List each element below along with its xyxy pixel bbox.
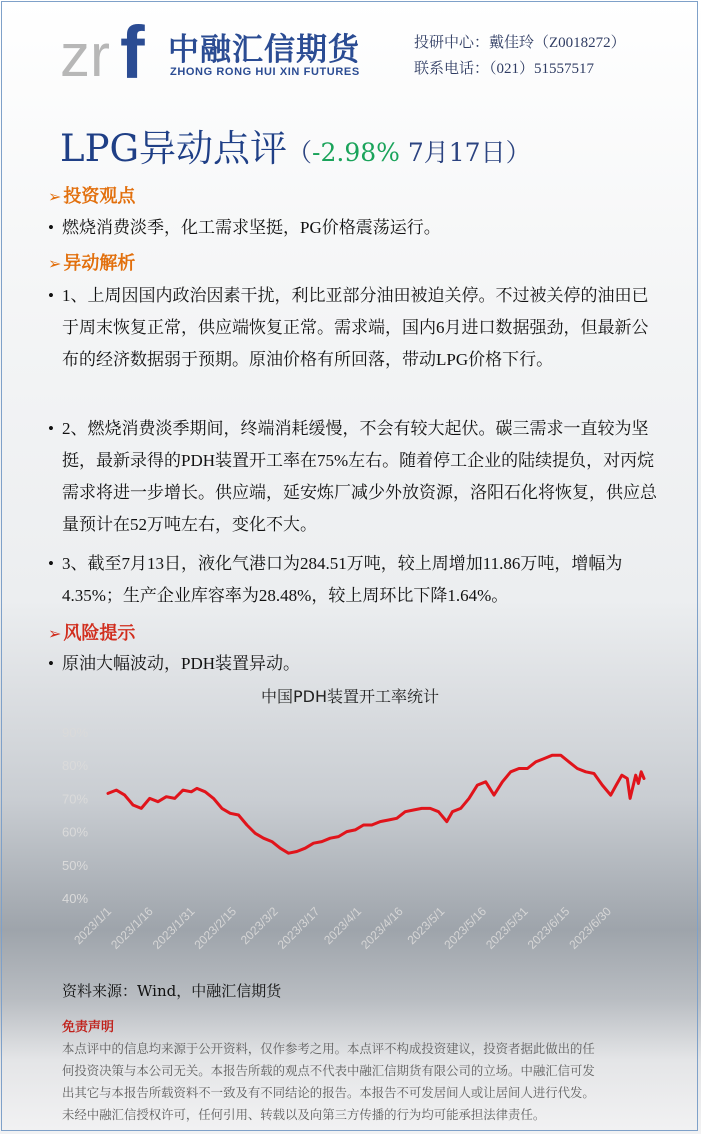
disclaimer-title: 免责声明 — [62, 1020, 115, 1035]
analysis-item-3-text: 3、截至7月13日，液化气港口为284.51万吨，较上周增加11.86万吨，增幅为4.35%；生产企业库容率为28.48%，较上周环比下降1.64%。 — [62, 554, 623, 605]
company-name-en: ZHONG RONG HUI XIN FUTURES — [170, 66, 360, 78]
contact-phone: 联系电话：（021）51557517 — [414, 61, 595, 77]
title-paren-open: （ — [287, 138, 313, 167]
arrow-icon: ➢ — [48, 254, 62, 273]
series-line — [108, 755, 644, 853]
x-tick-label: 2023/3/17 — [274, 904, 323, 952]
title-main: LPG异动点评 — [60, 127, 288, 170]
y-tick-label: 60% — [62, 824, 89, 840]
bullet-icon: • — [48, 554, 54, 573]
x-tick-label: 2023/6/30 — [566, 904, 615, 952]
analysis-item-1 — [48, 280, 658, 376]
title-change-pct: -2.98% — [312, 138, 400, 167]
title-date: 7月17日） — [399, 138, 531, 167]
y-tick-label: 50% — [62, 857, 89, 873]
svg-text:zr: zr — [60, 22, 110, 84]
disclaimer-text — [62, 1038, 647, 1126]
view-item-text: 燃烧消费淡季，化工需求坚挺，PG价格震荡运行。 — [62, 218, 441, 237]
disclaimer-line: 出其它与本报告所载资料不一致及有不同结论的报告。本报告不可发居间人或让居间人进行代发。 — [62, 1085, 595, 1100]
company-logo — [60, 10, 380, 84]
risk-item — [48, 648, 658, 680]
x-tick-label: 2023/3/2 — [237, 904, 281, 948]
section-view-label: 投资观点 — [63, 186, 136, 207]
y-tick-label: 40% — [62, 891, 89, 906]
pdh-rate-chart — [50, 680, 650, 970]
disclaimer-line: 何投资决策与本公司无关。本报告所载的观点不代表中融汇信期货有限公司的立场。中融汇信可发 — [62, 1063, 595, 1078]
section-risk-heading — [48, 619, 135, 645]
company-name-cn: 中融汇信期货 — [168, 32, 360, 68]
contact-analyst: 投研中心：戴佳玲（Z0018272） — [414, 35, 626, 51]
section-risk-label: 风险提示 — [63, 623, 136, 644]
analysis-item-1-text: 1、上周因国内政治因素干扰，利比亚部分油田被迫关停。不过被关停的油田已于周末恢复正常，供应端恢复正常。需求端，国内6月进口数据强劲，但最新公布的经济数据弱于预期。原油价格有所回落，带动LPG价格下行。 — [62, 286, 649, 369]
x-tick-label: 2023/6/15 — [524, 904, 573, 952]
chart-title: 中国PDH装置开工率统计 — [260, 687, 440, 706]
arrow-icon: ➢ — [48, 187, 62, 206]
page-title — [60, 118, 531, 172]
section-analysis-heading — [48, 249, 135, 275]
x-tick-label: 2023/5/16 — [441, 904, 490, 952]
risk-item-text: 原油大幅波动，PDH装置异动。 — [62, 654, 301, 673]
x-tick-label: 2023/1/16 — [108, 904, 156, 952]
x-tick-label: 2023/1/1 — [71, 904, 115, 948]
view-item — [48, 212, 658, 244]
y-tick-label: 70% — [62, 791, 89, 807]
x-tick-label: 2023/4/16 — [358, 904, 406, 952]
section-view-heading — [48, 182, 135, 208]
bullet-icon: • — [48, 654, 54, 673]
svg-text:f: f — [120, 14, 145, 84]
zrf-logo-mark — [60, 14, 160, 84]
data-source: 资料来源：Wind，中融汇信期货 — [62, 982, 282, 1000]
contact-info — [414, 30, 626, 82]
analysis-item-2-text: 2、燃烧消费淡季期间，终端消耗缓慢，不会有较大起伏。碳三需求一直较为坚挺，最新录得的PDH装置开工率在75%左右。随着停工企业的陆续提负，对丙烷需求将进一步增长。供应端，延安炼厂减少外放资源，洛阳石化将恢复，供应总量预计在52万吨左右，变化不大。 — [62, 419, 657, 534]
x-tick-label: 2023/4/1 — [321, 904, 365, 948]
bullet-icon: • — [48, 286, 54, 305]
analysis-item-2 — [48, 413, 658, 541]
arrow-icon: ➢ — [48, 624, 62, 643]
y-tick-label: 80% — [62, 758, 89, 774]
y-tick-label: 90% — [62, 725, 89, 740]
x-tick-label: 2023/5/31 — [483, 904, 531, 952]
bullet-icon: • — [48, 218, 54, 237]
x-tick-label: 2023/2/15 — [191, 904, 240, 952]
x-tick-label: 2023/5/1 — [404, 904, 448, 948]
disclaimer-line: 本点评中的信息均来源于公开资料，仅作参考之用。本点评不构成投资建议，投资者据此做出的任 — [62, 1041, 595, 1056]
section-analysis-label: 异动解析 — [63, 253, 136, 274]
analysis-item-3 — [48, 548, 658, 612]
bullet-icon: • — [48, 419, 54, 438]
x-tick-label: 2023/1/31 — [149, 904, 198, 952]
disclaimer-line: 未经中融汇信授权许可，任何引用、转载以及向第三方传播的行为均可能承担法律责任。 — [62, 1107, 546, 1122]
